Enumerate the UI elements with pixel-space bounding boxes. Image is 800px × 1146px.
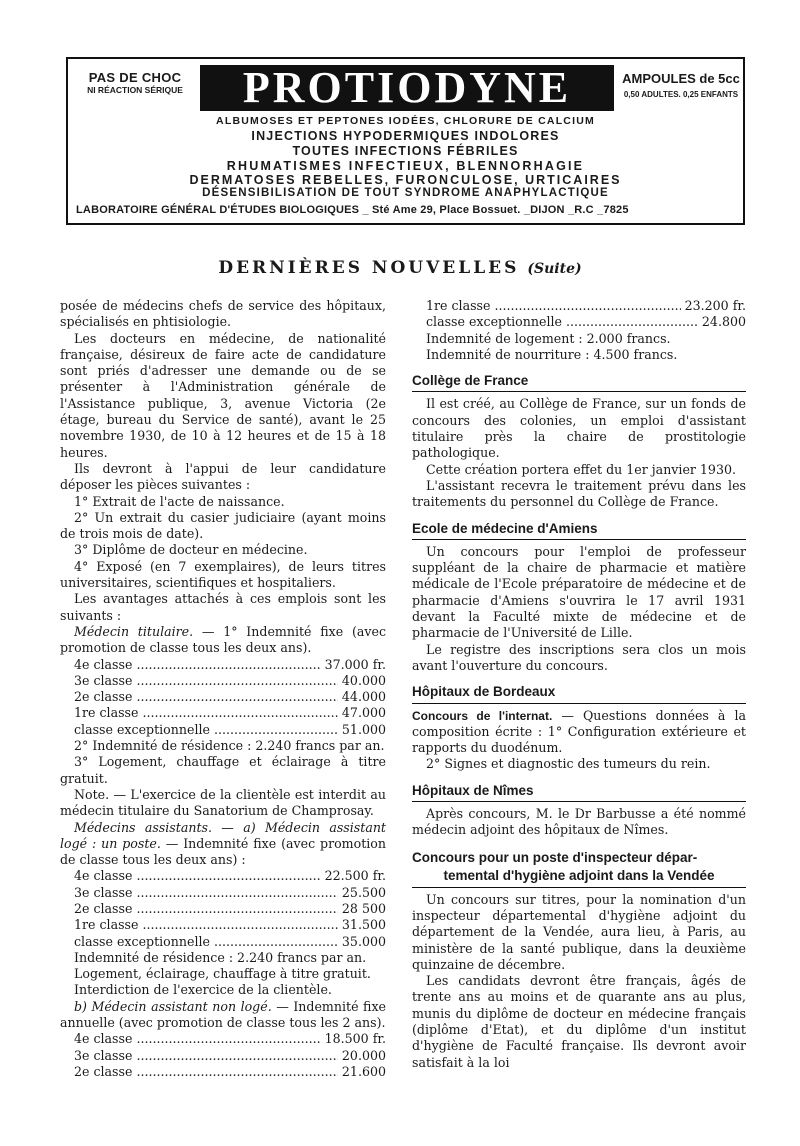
salary-label: 3e classe ..... bbox=[74, 1048, 338, 1064]
right-column bbox=[412, 298, 746, 1071]
salary-row bbox=[74, 673, 386, 689]
vendee-paragraph: Les candidats devront être français, âgés de trente ans au moins et de quarante ans au plus, munis du diplôme de docteur en médecine français (diplôme d'Etat), et du diplôme d'un institut d'hygiène de Faculté française. Ils devront avoir satisfait à la loi bbox=[412, 973, 746, 1070]
note-paragraph: Note. — L'exercice de la clientèle est interdit au médecin titulaire du Sanatorium de Champrosay. bbox=[60, 786, 386, 819]
piece-item: 1° Extrait de l'acte de naissance. bbox=[74, 493, 285, 509]
ad-right-line2: 0,50 ADULTES. 0,25 ENFANTS bbox=[623, 89, 739, 99]
bordeaux-heading: Hôpitaux de Bordeaux bbox=[412, 684, 746, 703]
salary-label: 1re classe ..... bbox=[74, 917, 338, 933]
salary-label: 3e classe ..... bbox=[74, 885, 338, 901]
left-paragraph: Les avantages attachés à ces emplois sont les suivants : bbox=[60, 591, 386, 623]
left-column bbox=[60, 298, 386, 1080]
salary-row bbox=[74, 705, 386, 721]
ad-footer: LABORATOIRE GÉNÉRAL D'ÉTUDES BIOLOGIQUES _ Sté Ame 29, Place Bossuet. _DIJON _R.C _7825 bbox=[76, 204, 629, 216]
benefit-line: Indemnité de résidence : 2.240 francs par an. bbox=[74, 949, 367, 965]
salary-value: 18.500 fr. bbox=[324, 1031, 386, 1047]
section-title-main: DERNIÈRES NOUVELLES bbox=[218, 258, 520, 278]
nonloge-heading-italic: b) Médecin assistant non logé. bbox=[74, 998, 272, 1014]
vendee-heading-line1: Concours pour un poste d'inspecteur dépar- bbox=[412, 849, 698, 865]
benefit-line: Indemnité de nourriture : 4.500 francs. bbox=[426, 346, 678, 362]
benefit-line: 2° Indemnité de résidence : 2.240 francs par an. bbox=[74, 738, 385, 754]
nonloge-heading bbox=[60, 999, 386, 1032]
titulaire-heading bbox=[60, 624, 386, 657]
ad-left-block bbox=[76, 71, 194, 96]
piece-item: 3° Diplôme de docteur en médecine. bbox=[74, 542, 308, 558]
titulaire-heading-italic: Médecin titulaire. bbox=[74, 623, 194, 639]
salary-row bbox=[426, 298, 746, 314]
piece-item: 2° Un extrait du casier judiciaire (ayant moins de trois mois de date). bbox=[60, 509, 386, 542]
section-title-suite: (Suite) bbox=[527, 261, 582, 277]
piece-item: 4° Exposé (en 7 exemplaires), de leurs titres universitaires, scientifiques et hospitaliers. bbox=[60, 558, 386, 591]
salary-value: 37.000 fr. bbox=[324, 656, 386, 672]
salary-value: 24.800 bbox=[701, 314, 746, 330]
ad-line-4: RHUMATISMES INFECTIEUX, BLENNORHAGIE bbox=[226, 159, 585, 173]
salary-row bbox=[74, 1064, 386, 1080]
left-paragraph: Ils devront à l'appui de leur candidature déposer les pièces suivantes : bbox=[60, 460, 386, 493]
salary-value: 22.500 fr. bbox=[324, 868, 386, 884]
salary-value: 44.000 bbox=[341, 689, 386, 705]
salary-value: 25.500 bbox=[341, 884, 386, 900]
salary-row bbox=[74, 1048, 386, 1064]
vendee-heading-line2: temental d'hygiène adjoint dans la Vendée bbox=[443, 867, 715, 883]
left-paragraph: posée de médecins chefs de service des hôpitaux, spécialisés en phtisiologie. bbox=[60, 298, 386, 330]
loge-salary-table bbox=[74, 868, 386, 949]
left-paragraph: Les docteurs en médecine, de nationalité française, désireux de faire acte de candidature sont priés d'adresser une demande ou de se présenter à l'Administration générale de l'Assistance publique, 3, avenue Victoria (2e étage, bureau du Service de santé), avant le 25 novembre 1930, de 10 à 12 heures et de 15 à 18 heures. bbox=[60, 330, 386, 460]
salary-row bbox=[74, 1031, 386, 1047]
ad-brand-name: PROTIODYNE bbox=[200, 65, 614, 111]
salary-label: 2e classe ..... bbox=[74, 901, 338, 917]
section-title bbox=[0, 258, 800, 278]
benefit-line: Indemnité de logement : 2.000 francs. bbox=[426, 330, 671, 346]
advertisement-box bbox=[66, 57, 745, 225]
salary-value: 28 500 bbox=[341, 900, 386, 916]
salary-label: 2e classe ..... bbox=[74, 1064, 338, 1080]
salary-label: 4e classe ..... bbox=[74, 657, 321, 673]
nonloge-salary-table bbox=[74, 1031, 386, 1080]
salary-row bbox=[74, 657, 386, 673]
salary-row bbox=[74, 689, 386, 705]
salary-row bbox=[74, 885, 386, 901]
assistants-heading-text: — Indemnité fixe (avec promotion de classe tous les deux ans) : bbox=[60, 835, 386, 868]
salary-value: 40.000 bbox=[341, 672, 386, 688]
salary-label: 3e classe ..... bbox=[74, 673, 338, 689]
salary-row bbox=[74, 917, 386, 933]
bordeaux-paragraph bbox=[412, 708, 746, 757]
ad-right-block bbox=[620, 71, 742, 99]
benefit-line: Interdiction de l'exercice de la clientèle. bbox=[74, 982, 332, 998]
continued-salary-table bbox=[426, 298, 746, 331]
ad-line-5: DERMATOSES REBELLES, FURONCULOSE, URTICAIRES bbox=[189, 173, 622, 187]
vendee-heading bbox=[412, 849, 746, 888]
salary-value: 51.000 bbox=[341, 721, 386, 737]
salary-value: 47.000 bbox=[341, 705, 386, 721]
salary-row bbox=[74, 868, 386, 884]
bordeaux-subheading: Concours de l'internat. bbox=[412, 708, 553, 723]
titulaire-heading-text: — 1° Indemnité fixe (avec promotion de classe tous les deux ans). bbox=[60, 623, 386, 656]
ad-line-3: TOUTES INFECTIONS FÉBRILES bbox=[292, 144, 519, 158]
nonloge-heading-text: — Indemnité fixe annuelle (avec promotion de classe tous les 2 ans). bbox=[60, 998, 386, 1031]
nimes-paragraph: Après concours, M. le Dr Barbusse a été nommé médecin adjoint des hôpitaux de Nîmes. bbox=[412, 806, 746, 838]
assistants-heading-italic: Médecins assistants. — a) Médecin assistant logé : un poste. bbox=[60, 819, 386, 851]
assistants-heading bbox=[60, 820, 386, 869]
benefit-line: 3° Logement, chauffage et éclairage à titre gratuit. bbox=[60, 754, 386, 786]
salary-label: classe exceptionnelle ..... bbox=[74, 722, 338, 738]
salary-row bbox=[74, 901, 386, 917]
salary-value: 23.200 fr. bbox=[684, 298, 746, 313]
amiens-paragraph: Un concours pour l'emploi de professeur suppléant de la chaire de pharmacie et matière médicale de l'Ecole préparatoire de médecine et de pharmacie d'Amiens s'ouvrira le 17 avril 1931 devant la Faculté mixte de médecine et de pharmacie de l'Université de Lille. bbox=[412, 543, 746, 641]
amiens-heading: Ecole de médecine d'Amiens bbox=[412, 521, 746, 540]
salary-label: 1re classe ..... bbox=[74, 705, 338, 721]
salary-label: 4e classe ..... bbox=[74, 1031, 321, 1047]
vendee-paragraph: Un concours sur titres, pour la nomination d'un inspecteur départemental d'hygiène adjoint du département de la Vendée, aura lieu, à Paris, au ministère de la santé publique, dans la deuxième quinzaine de décembre. bbox=[412, 891, 746, 972]
college-paragraph: Il est créé, au Collège de France, sur un fonds de concours des colonies, un emploi d'assistant titulaire près la chaire de prostitologie pathologique. bbox=[412, 396, 746, 461]
amiens-paragraph: Le registre des inscriptions sera clos un mois avant l'ouverture du concours. bbox=[412, 641, 746, 673]
salary-row bbox=[426, 314, 746, 330]
salary-value: 31.500 bbox=[341, 917, 386, 933]
college-paragraph: L'assistant recevra le traitement prévu dans les traitements du personnel du Collège de France. bbox=[412, 477, 746, 510]
ad-left-line1: PAS DE CHOC bbox=[88, 70, 182, 85]
salary-label: classe exceptionnelle ..... bbox=[74, 934, 338, 950]
ad-right-line1: AMPOULES de 5cc bbox=[622, 71, 740, 86]
bordeaux-paragraph: 2° Signes et diagnostic des tumeurs du rein. bbox=[426, 756, 711, 772]
titulaire-salary-table bbox=[74, 657, 386, 738]
ad-line-1: ALBUMOSES ET PEPTONES IODÉES, CHLORURE DE CALCIUM bbox=[216, 115, 595, 127]
salary-label: 1re classe ..... bbox=[426, 298, 681, 314]
salary-row bbox=[74, 934, 386, 950]
college-heading: Collège de France bbox=[412, 373, 746, 392]
benefit-line: Logement, éclairage, chauffage à titre gratuit. bbox=[74, 966, 371, 982]
salary-label: classe exceptionnelle ..... bbox=[426, 314, 698, 330]
salary-value: 21.600 bbox=[341, 1063, 386, 1079]
salary-value: 20.000 bbox=[341, 1047, 386, 1063]
ad-line-6: DÉSENSIBILISATION DE TOUT SYNDROME ANAPHYLACTIQUE bbox=[202, 187, 609, 199]
ad-left-line2: NI RÉACTION SÉRIQUE bbox=[87, 84, 183, 95]
college-paragraph: Cette création portera effet du 1er janvier 1930. bbox=[426, 461, 736, 477]
bordeaux-text: — Questions données à la composition écrite : 1° Configuration extérieure et rapports du duodénum. bbox=[412, 707, 746, 756]
nimes-heading: Hôpitaux de Nîmes bbox=[412, 783, 746, 802]
salary-value: 35.000 bbox=[341, 933, 386, 949]
ad-line-2: INJECTIONS HYPODERMIQUES INDOLORES bbox=[251, 129, 560, 143]
salary-label: 2e classe ..... bbox=[74, 689, 338, 705]
salary-row bbox=[74, 722, 386, 738]
salary-label: 4e classe ..... bbox=[74, 868, 321, 884]
